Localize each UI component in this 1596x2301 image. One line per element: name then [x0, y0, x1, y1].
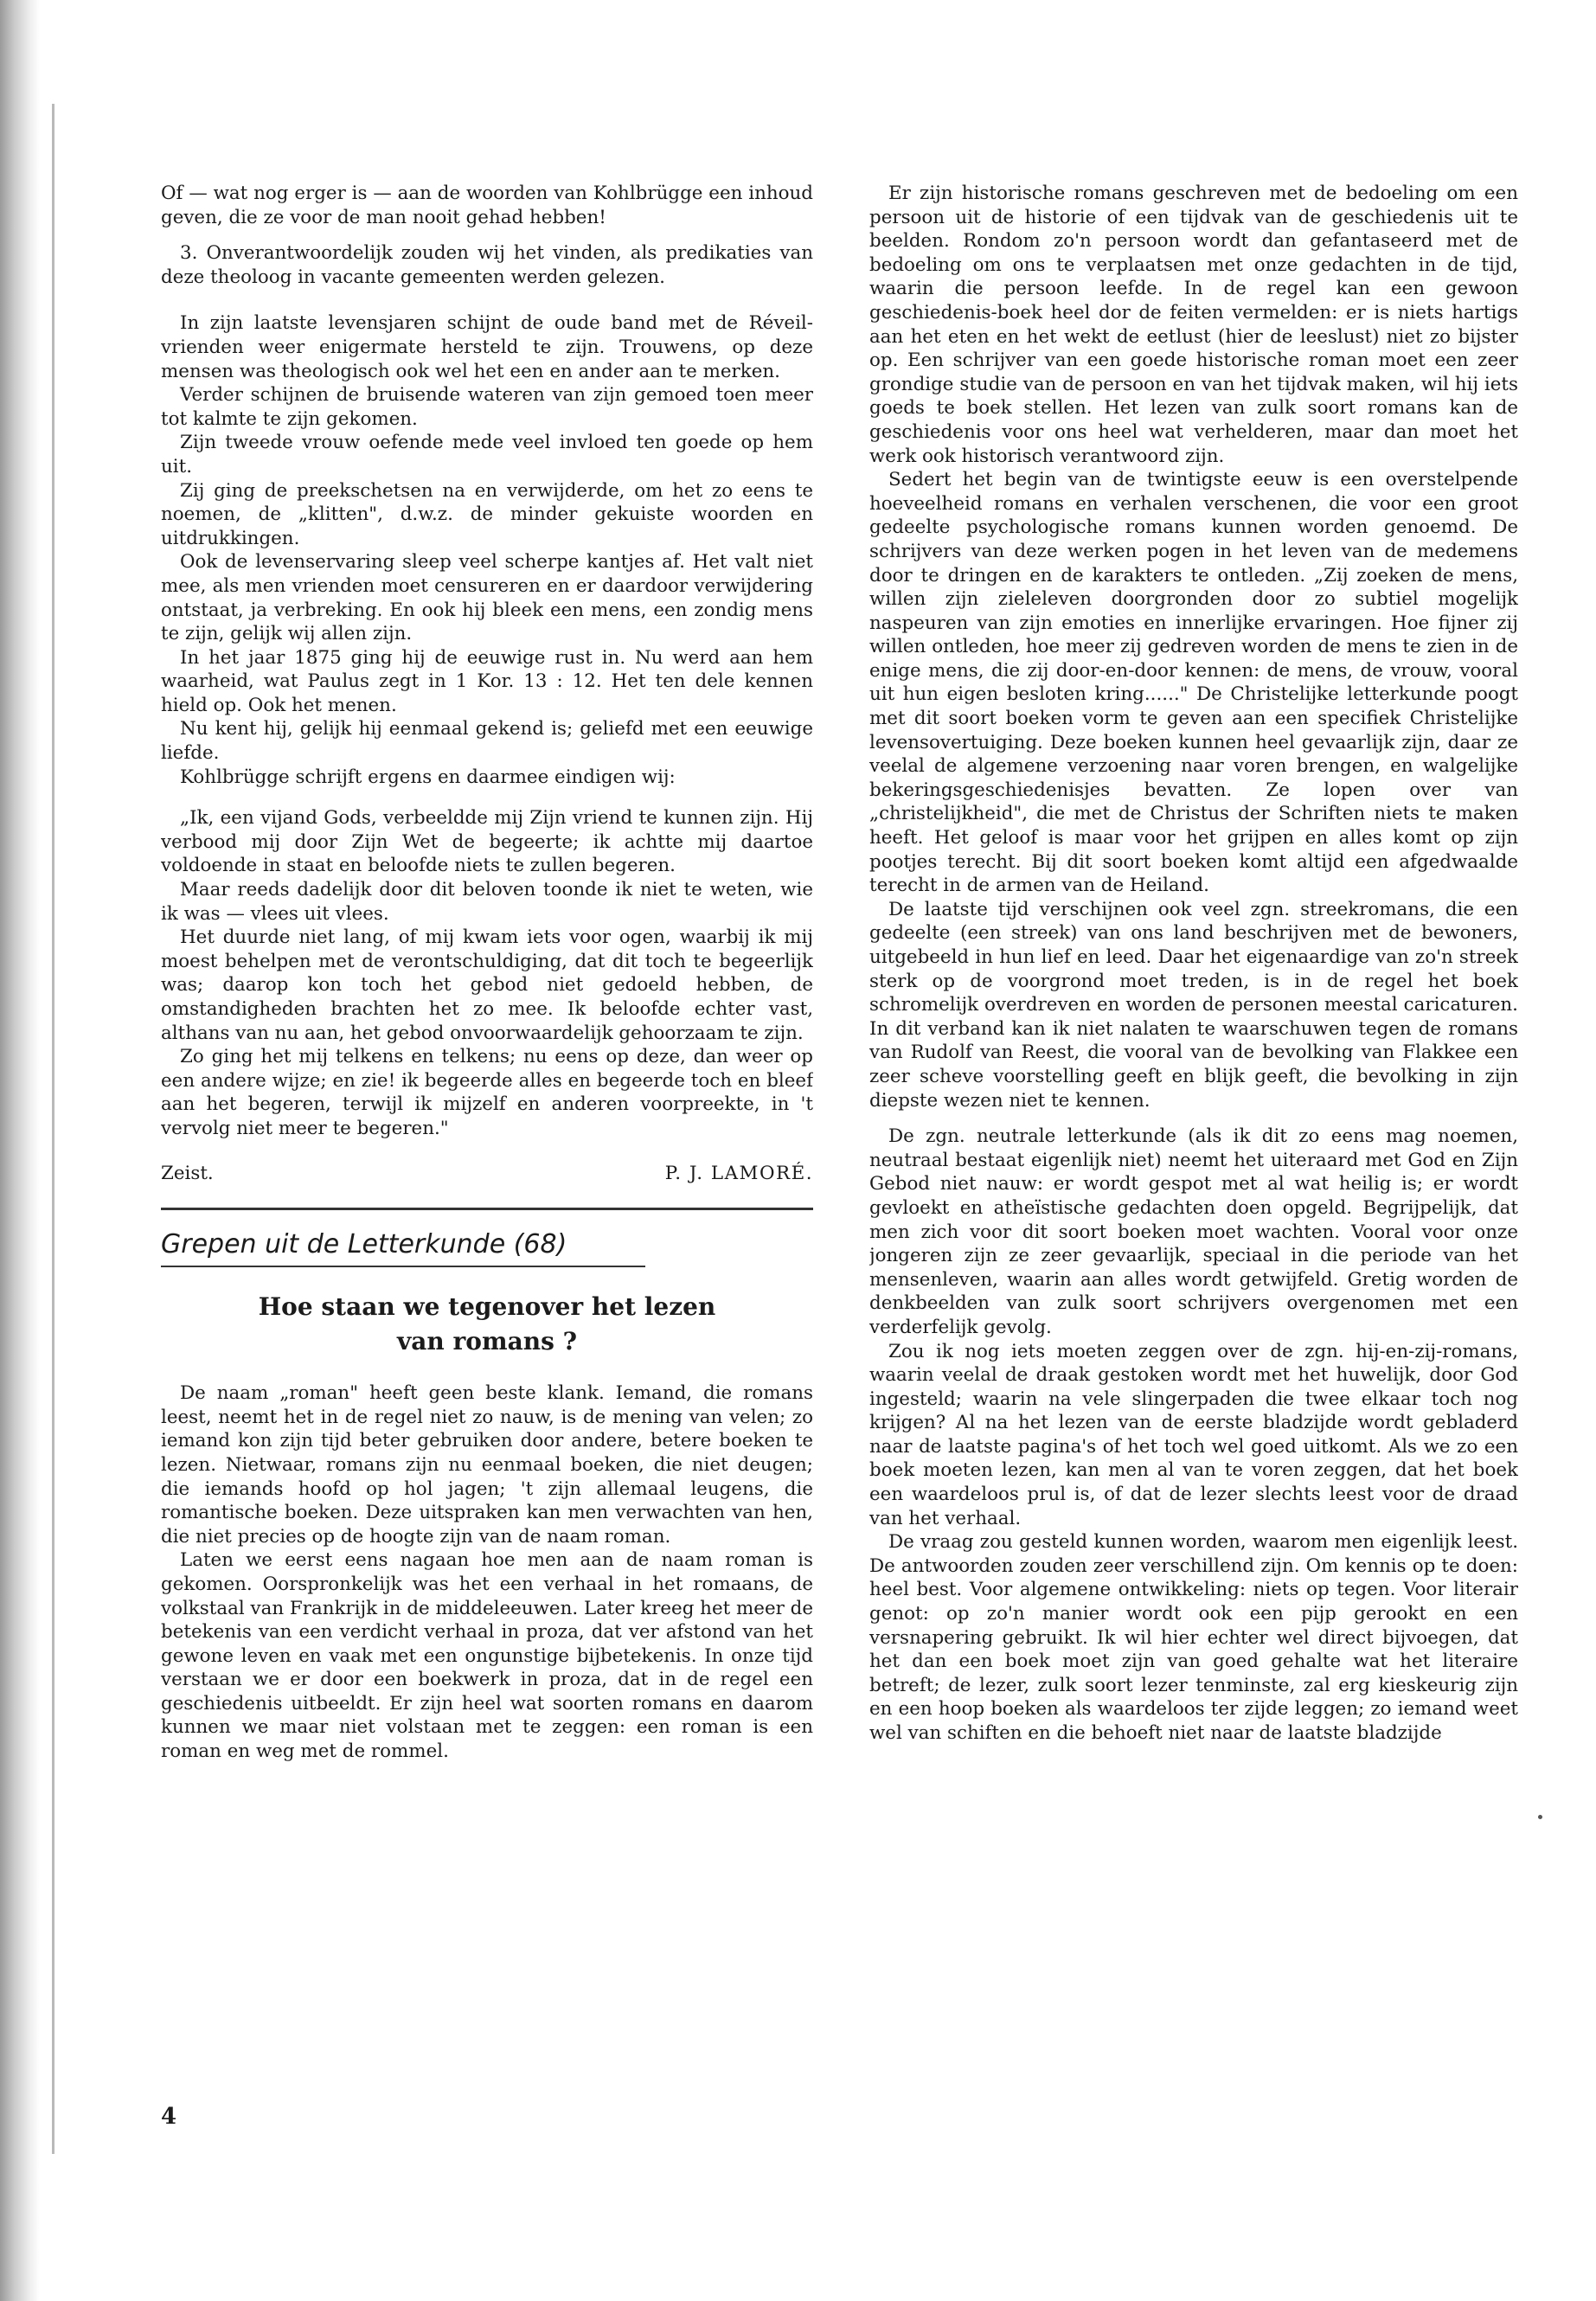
quote-paragraph: Het duurde niet lang, of mij kwam iets voor ogen, waarbij ik mij moest behelpen met de verontschuldiging, dat dit toch te begeerlijk was; daarop kon toch het gebod niet gedoeld hebben, de omstandigheden brachten het zo mee. Ik beloofde echter vast, althans van nu aan, het gebod onvoorwaardelijk gehoorzaam te zijn. — [161, 926, 813, 1044]
paragraph: Nu kent hij, gelijk hij eenmaal gekend is; geliefd met een eeuwige liefde. — [161, 718, 813, 765]
paragraph: 3. Onverantwoordelijk zouden wij het vinden, als predikaties van deze theoloog in vacante gemeenten werden gelezen. — [161, 242, 813, 288]
paragraph: De laatste tijd verschijnen ook veel zgn. streekromans, die een gedeelte (een streek) van ons land beschrijven met de bewoners, uitgebeeld in hun lief en leed. Daar het eigenaardige van zo'n streek sterk op de voorgrond moet treden, is in de regel het boek schromelijk overdreven en worden de personen meestal caricaturen. In dit verband kan ik niet nalaten te waarschuwen tegen de romans van Rudolf van Reest, die vooral van de bevolking van Flakkee een zeer scheve voorstelling geeft en blijk geeft, die bevolking in zijn diepste wezen niet te kennen. — [869, 898, 1518, 1112]
paragraph: In het jaar 1875 ging hij de eeuwige rust in. Nu werd aan hem waarheid, wat Paulus zegt in 1 Kor. 13 : 12. Het ten dele kennen hield op. Ook het menen. — [161, 646, 813, 716]
paragraph: Laten we eerst eens nagaan hoe men aan de naam roman is gekomen. Oorspronkelijk was het een verhaal in het romaans, de volkstaal van Frankrijk in de middeleeuwen. Later kreeg het meer de betekenis van een verdicht verhaal in proza, dat ver afstond van het gewone leven en vaak met een ongunstige bijbetekenis. In onze tijd verstaan we er door een boekwerk in proza, dat in de regel een geschiedenis uitbeeldt. Er zijn heel wat soorten romans en daarom kunnen we maar niet volstaan met te zeggen: een roman is een roman en weg met de rommel. — [161, 1549, 813, 1763]
binding-rule — [52, 104, 54, 2154]
print-speck — [1538, 1815, 1542, 1819]
paragraph: De zgn. neutrale letterkunde (als ik dit zo eens mag noemen, neutraal bestaat eigenlijk niet) neemt het uiteraard met God en Zijn Gebod niet nauw: er wordt gespot met al wat heilig is; er wordt gevloekt en atheïstische gedachten doen opgeld. Begrijpelijk, dat men zich voor dit soort boeken moet wachten. Vooral voor onze jongeren zijn ze zeer gevaarlijk, speciaal in die periode van het mensenleven, waarin aan alles wordt getwijfeld. Gretig worden de denkbeelden van zulk soort schrijvers overgenomen met een verderfelijk gevolg. — [869, 1125, 1518, 1338]
left-column — [161, 182, 813, 2072]
paragraph: Of — wat nog erger is — aan de woorden van Kohlbrügge een inhoud geven, die ze voor de man nooit gehad hebben! — [161, 183, 813, 228]
paragraph: Ook de levenservaring sleep veel scherpe kantjes af. Het valt niet mee, als men vrienden moet censureren en er daardoor verwijdering ontstaat, ja verbreking. En ook hij bleek een mens, een zondig mens te zijn, gelijk wij allen zijn. — [161, 551, 813, 645]
paragraph: De naam „roman" heeft geen beste klank. Iemand, die romans leest, neemt het in de regel niet zo nauw, is de mening van velen; zo iemand kon zijn tijd beter gebruiken door andere, betere boeken te lezen. Nietwaar, romans zijn nu eenmaal boeken, die niet deugen; die iemands hoofd op hol jagen; 't zijn allemaal leugens, die romantische boeken. Deze uitspraken kan men verwachten van hen, die niet precies op de hoogte zijn van de naam roman. — [161, 1382, 813, 1548]
section-divider — [161, 1208, 813, 1210]
paragraph: Verder schijnen de bruisende wateren van zijn gemoed toen meer tot kalmte te zijn gekomen. — [161, 384, 813, 430]
heading-underline — [161, 1266, 645, 1267]
signature-row — [161, 1162, 813, 1186]
paragraph: Zijn tweede vrouw oefende mede veel invloed ten goede op hem uit. — [161, 432, 813, 478]
scan-binding-shadow — [0, 0, 40, 2301]
place-name: Zeist. — [161, 1162, 214, 1184]
quote-paragraph: Maar reeds dadelijk door dit beloven toonde ik niet te weten, wie ik was — vlees uit vlees. — [161, 879, 813, 925]
author-signature: P. J. LAMORÉ. — [664, 1162, 813, 1184]
paragraph: Sedert het begin van de twintigste eeuw is een overstelpende hoeveelheid romans en verhalen verschenen, die voor een groot gedeelte psychologische romans kunnen worden genoemd. De schrijvers van deze werken pogen in het leven van de medemens door te dringen en de karakters te ontleden. „Zij zoeken de mens, willen zijn zieleleven doorgronden door zo subtiel mogelijk naspeuren van zijn emoties en innerlijke ervaringen. Hoe fijner zij willen ontleden, hoe meer zij gedreven worden de mens te zien in de enige mens, die zij door-en-door kennen: de mens, de vrouw, vooral uit hun eigen besloten kring......" De Christelijke letterkunde poogt met dit soort boeken vorm te geven aan een specifiek Christelijke levensovertuiging. Deze boeken kunnen heel gevaarlijk zijn, daar ze veelal de algemene verzoening naar voren brengen, en walgelijke bekeringsgeschiedenisjes bevatten. Ze lopen over van „christelijkheid", die met de Christus der Schriften niets te maken heeft. Het geloof is maar voor het grijpen en alles komt op zijn pootjes terecht. Bij dit soort boeken komt altijd een afgedwaalde terecht in de armen van de Heiland. — [869, 469, 1518, 897]
article-title — [161, 1290, 813, 1359]
paragraph: Zou ik nog iets moeten zeggen over de zgn. hij-en-zij-romans, waarin veelal de draak gestoken wordt met het huwelijk, door God ingesteld; waarin na vele slingerpaden die twee elkaar toch nog krijgen? Al na het lezen van de eerste bladzijde wordt gebladerd naar de laatste pagina's of het toch wel goed uitkomt. Als we zo een boek moeten lezen, kan men al van te voren zeggen, dat het boek een waardeloos prul is, of dat de lezer slechts leest voor de draad van het verhaal. — [869, 1340, 1518, 1529]
paragraph: De vraag zou gesteld kunnen worden, waarom men eigenlijk leest. De antwoorden zouden zeer verschillend zijn. Om kennis op te doen: heel best. Voor algemene ontwikkeling: niets op tegen. Voor literair genot: op zo'n manier wordt ook een pijp gerookt en een versnapering gebruikt. Ik wil hier echter wel direct bijvoegen, dat het dan een boek moet zijn van goed gehalte wat het literaire betreft; de lezer, zulk soort lezer tenminste, zal erg kieskeurig zijn en een hoop boeken als waardeloos ter zijde leggen; zo iemand weet wel van schiften en die behoeft niet naar de laatste bladzijde — [869, 1531, 1518, 1744]
article-title-line: Hoe staan we tegenover het lezen — [258, 1292, 716, 1322]
right-column — [869, 182, 1518, 2180]
quote-paragraph: „Ik, een vijand Gods, verbeeldde mij Zijn vriend te kunnen zijn. Hij verbood mij door Zijn Wet de begeerte; ik achtte mij daartoe voldoende in staat en beloofde niets te zullen begeren. — [161, 807, 813, 877]
paragraph: In zijn laatste levensjaren schijnt de oude band met de Réveil-vrienden weer enigermate hersteld te zijn. Trouwens, op deze mensen was theologisch ook wel het een en ander aan te merken. — [161, 312, 813, 382]
paragraph: Zij ging de preekschetsen na en verwijderde, om het zo eens te noemen, de „klitten", d.w.z. de minder gekuiste woorden en uitdrukkingen. — [161, 479, 813, 549]
paragraph: Er zijn historische romans geschreven met de bedoeling om een persoon uit de historie of een tijdvak van de geschiedenis uit te beelden. Rondom zo'n persoon wordt dan gefantaseerd met de bedoeling om ons te verplaatsen met onze gedachten in de tijd, waarin die persoon leefde. In de regel kan een gewoon geschiedenis-boek heel dor de feiten vermelden: er is niets hartigs aan het eten en het wekt de eetlust (hier de leeslust) niet zo bijster op. Een schrijver van een goede historische roman moet een zeer grondige studie van de persoon en van het tijdvak maken, wil hij iets goeds te boek stellen. Het lezen van zulk soort romans kan de geschiedenis voor ons heel wat verhelderen, maar dan moet het werk ook historisch verantwoord zijn. — [869, 183, 1518, 467]
article-title-line: van romans ? — [397, 1327, 577, 1356]
paragraph: Kohlbrügge schrijft ergens en daarmee eindigen wij: — [180, 766, 676, 788]
section-heading: Grepen uit de Letterkunde (68) — [161, 1229, 567, 1260]
quote-paragraph: Zo ging het mij telkens en telkens; nu eens op deze, dan weer op een andere wijze; en zie! ik begeerde alles en begeerde toch en bleef aan het begeren, terwijl ik mijzelf en anderen voorpreekte, in 't vervolg niet meer te begeren." — [161, 1046, 813, 1139]
page-number: 4 — [161, 2104, 177, 2130]
